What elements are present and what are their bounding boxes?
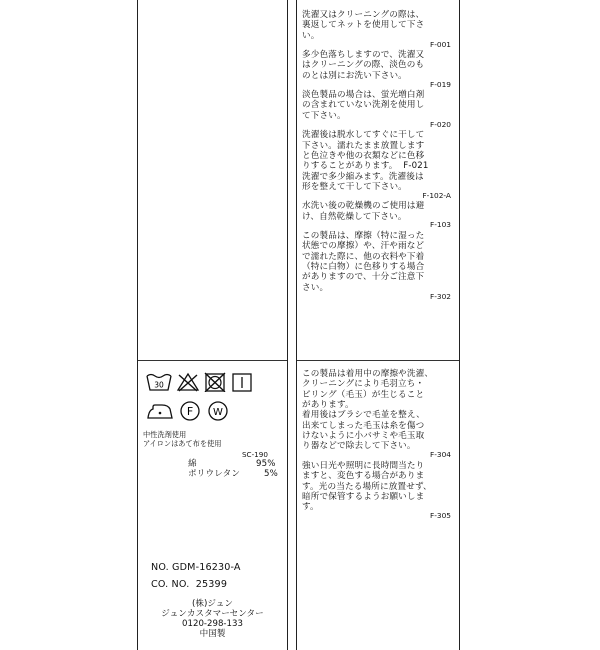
care-text-line: す。光の当たる場所に放置せず、 xyxy=(302,481,432,492)
care-text-line: 形を整えて干して下さい。 xyxy=(302,181,407,192)
care-text-line: がありますので、十分ご注意下 xyxy=(302,272,425,283)
care-text-line: 出来てしまった毛玉は糸を傷つ xyxy=(302,420,425,431)
label-divider xyxy=(297,360,459,361)
care-text-line: さい。 xyxy=(302,282,329,293)
care-note: 中性洗剤使用 xyxy=(143,430,187,439)
care-label-left xyxy=(137,0,288,650)
care-text-line: けないように小バサミや毛玉取 xyxy=(302,431,425,442)
care-text-line: 裏返してネットを使用して下さ xyxy=(302,20,425,31)
care-text-line: クリーニングにより毛羽立ち・ xyxy=(302,379,425,390)
care-text-line: 状態での摩擦）や、汗や雨など xyxy=(302,241,425,252)
care-text-line: と色泣きや他の衣類などに色移 xyxy=(302,150,425,161)
care-text-line: 着用後はブラシで毛並を整え、 xyxy=(302,410,425,421)
care-text-line: 洗濯で多少縮みます。洗濯後は xyxy=(302,171,424,182)
fiber-percent: 5% xyxy=(264,469,278,479)
company-name: (株)ジュン xyxy=(192,599,233,609)
fiber-material: ポリウレタン xyxy=(188,469,241,479)
product-number: NO. GDM-16230-A xyxy=(151,562,241,573)
dry-clean-f-icon xyxy=(179,400,201,422)
customer-center: ジュンカスタマーセンター xyxy=(161,609,264,619)
care-text-line: があります。 xyxy=(302,400,354,411)
co-number: CO. NO. 25399 xyxy=(151,579,228,590)
fiber-material: 綿 xyxy=(188,459,197,469)
care-code: F-305 xyxy=(429,511,451,521)
care-text-line: 強い日光や照明に長時間当たり xyxy=(302,460,425,471)
wet-clean-w-icon xyxy=(207,400,229,422)
care-text-line: 多少色落ちしますので、洗濯又 xyxy=(302,50,425,61)
care-code: F-020 xyxy=(429,119,451,129)
care-text-line: ますと、変色する場合がありま xyxy=(302,471,425,482)
care-text-line: 暗所で保管するようお願いしま xyxy=(302,491,425,502)
care-text-line: 洗濯又はクリーニングの際は、 xyxy=(302,10,425,20)
no-bleach-icon xyxy=(176,372,200,392)
label-divider xyxy=(138,360,287,361)
iron-low-icon xyxy=(146,401,174,421)
care-code: F-103 xyxy=(429,220,451,230)
care-code: F-001 xyxy=(429,39,451,49)
care-text-line: はクリーニングの際、淡色のも xyxy=(302,60,425,71)
no-tumble-dry-icon xyxy=(204,372,226,392)
wash-30-icon xyxy=(146,372,172,392)
care-text-line: け、自然乾燥して下さい。 xyxy=(302,211,407,222)
care-text-line: りすることがあります。 F-021 xyxy=(302,161,429,172)
line-dry-icon xyxy=(231,372,253,392)
care-text-line: （特に白物）に色移りする場合 xyxy=(302,262,425,272)
care-text-line: 水洗い後の乾燥機のご使用は避 xyxy=(302,201,425,212)
care-text-line: り器などで除去して下さい。 xyxy=(302,441,416,452)
svg-text:F: F xyxy=(186,405,194,418)
svg-text:W: W xyxy=(213,407,223,418)
country-of-origin: 中国製 xyxy=(199,629,226,639)
care-text-line: 下さい。濡れたまま放置します xyxy=(302,140,425,151)
care-code: F-102-A xyxy=(422,190,451,200)
phone-number: 0120-298-133 xyxy=(182,619,243,629)
care-text-line: のとは別にお洗い下さい。 xyxy=(302,70,407,81)
care-text-line: の含まれていない洗剤を使用し xyxy=(302,100,425,111)
care-text-line: 洗濯後は脱水してすぐに干して xyxy=(302,130,425,141)
care-text-line: い。 xyxy=(302,30,320,41)
care-label-right xyxy=(296,0,460,650)
care-text-line: て下さい。 xyxy=(302,110,346,121)
care-text-line: この製品は、摩擦（特に湿った xyxy=(302,230,425,241)
fiber-percent: 95% xyxy=(256,459,276,469)
svg-text:30: 30 xyxy=(154,380,164,390)
care-text-line: この製品は着用中の摩擦や洗濯、 xyxy=(302,369,434,379)
care-text-line: す。 xyxy=(302,502,319,513)
sc-code: SC-190 xyxy=(242,450,268,459)
care-code: F-304 xyxy=(429,450,451,460)
care-code: F-302 xyxy=(429,291,451,301)
care-note: アイロンはあて布を使用 xyxy=(143,439,222,448)
care-text-line: で濡れた際に、他の衣料や下着 xyxy=(302,251,425,262)
care-text-line: ピリング（毛玉）が生じること xyxy=(302,389,425,400)
care-text-line: 淡色製品の場合は、蛍光増白剤 xyxy=(302,90,425,101)
care-code: F-019 xyxy=(429,79,451,89)
